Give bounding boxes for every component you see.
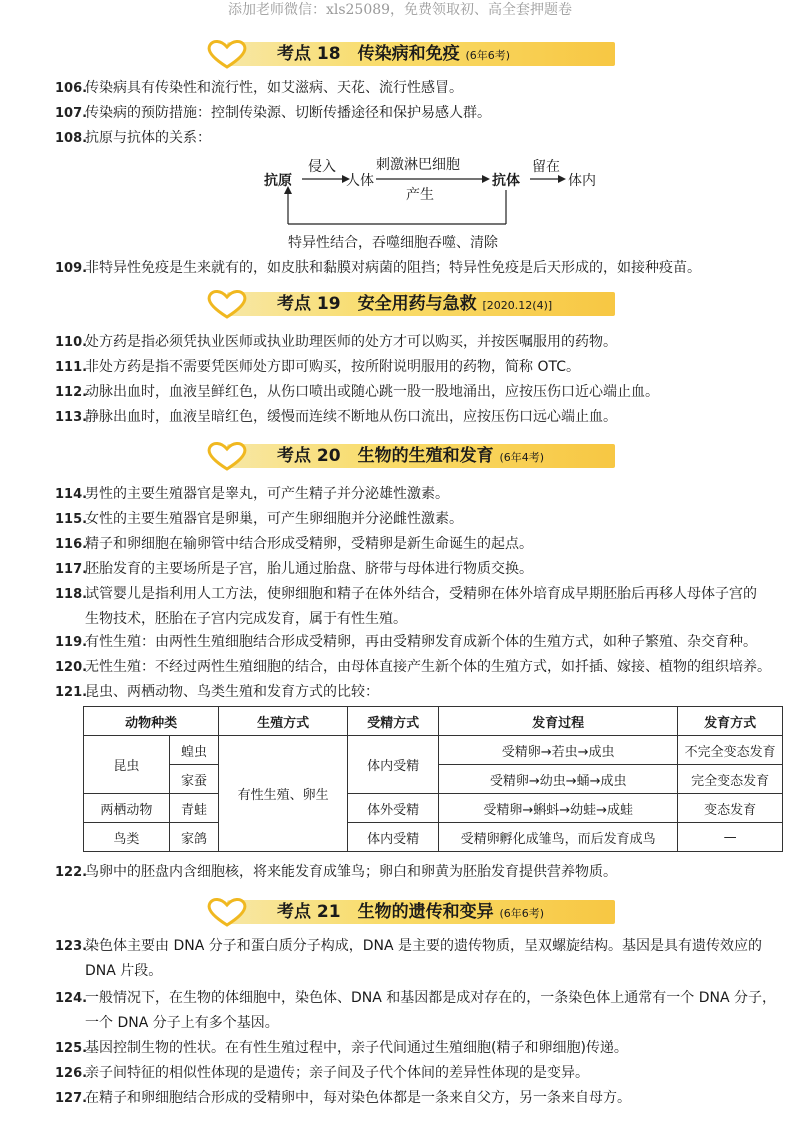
list-item: 119.有性生殖：由两性生殖细胞结合形成受精卵，再由受精卵发育成新个体的生殖方式，如种子繁殖、杂交育种。: [55, 634, 757, 650]
list-item: 118.试管婴儿是指利用人工方法，使卵细胞和精子在体外结合，受精卵在体外培育成早期胚胎后再移人母体子宫的 生物技术，胚胎在子宫内完成发育，属于有性生殖。: [55, 586, 757, 627]
list-item: 117.胚胎发育的主要场所是子宫，胎儿通过胎盘、脐带与母体进行物质交换。: [55, 561, 533, 577]
table-header: 发育方式: [678, 707, 783, 736]
list-item: 113.静脉出血时，血液呈暗红色，缓慢而连续不断地从伤口流出，应按压伤口远心端止血。: [55, 409, 617, 425]
table-row: [84, 823, 783, 852]
stimulate-label: 刺激淋巴细胞: [376, 157, 460, 173]
table-cell: 受精卵→若虫→成虫: [439, 736, 678, 765]
antibody-label: 抗体: [492, 173, 520, 189]
table-cell: 两栖动物: [84, 794, 170, 823]
table-cell: 不完全变态发育: [678, 736, 783, 765]
list-item: 114.男性的主要生殖器官是睾丸，可产生精子并分泌雄性激素。: [55, 486, 449, 502]
list-item: 110.处方药是指必须凭执业医师或执业助理医师的处方才可以购买，并按医嘱服用的药物。: [55, 334, 617, 350]
list-item: 106.传染病具有传染性和流行性，如艾滋病、天花、流行性感冒。: [55, 80, 463, 96]
list-item: 120.无性生殖：不经过两性生殖细胞的结合，由母体直接产生新个体的生殖方式，如扦插、嫁接、植物的组织培养。: [55, 659, 771, 675]
table-header: 动物种类: [84, 707, 219, 736]
table-cell: 体外受精: [348, 794, 439, 823]
table-cell: 昆虫: [84, 736, 170, 794]
table-row: [84, 794, 783, 823]
body-label: 人体: [346, 173, 374, 189]
table-cell: 受精卵→幼虫→蛹→成虫: [439, 765, 678, 794]
antigen-antibody-diagram: [250, 146, 610, 258]
remain-label: 留在: [532, 159, 560, 175]
table-cell: 鸟类: [84, 823, 170, 852]
section-title: 考点 21 生物的遗传和变异 (6年6考): [277, 902, 545, 922]
table-cell: 家蚕: [169, 765, 218, 794]
watermark: 添加老师微信：xls25089，免费领取初、高全套押题卷: [227, 2, 573, 18]
section-title: 考点 18 传染病和免疫 (6年6考): [277, 44, 511, 64]
table-cell: 体内受精: [348, 823, 439, 852]
section-banner-20: [205, 440, 615, 470]
produce-label: 产生: [406, 187, 434, 203]
list-item: 108.抗原与抗体的关系：: [55, 130, 211, 146]
list-item: 109.非特异性免疫是生来就有的，如皮肤和黏膜对病菌的阻挡；特异性免疫是后天形成的，如接种疫苗。: [55, 260, 701, 276]
heart-icon: [205, 440, 249, 472]
table-row: [84, 736, 783, 765]
list-item: 115.女性的主要生殖器官是卵巢，可产生卵细胞并分泌雌性激素。: [55, 511, 463, 527]
heart-icon: [205, 896, 249, 928]
table-header: 发育过程: [439, 707, 678, 736]
section-banner-18: [205, 38, 615, 68]
list-item: 111.非处方药是指不需要凭医师处方即可购买，按所附说明服用的药物，简称 OTC。: [55, 359, 580, 375]
table-cell: 家鸽: [169, 823, 218, 852]
table-cell: 变态发育: [678, 794, 783, 823]
table-header-row: [84, 707, 783, 736]
list-item: 107.传染病的预防措施：控制传染源、切断传播途径和保护易感人群。: [55, 105, 491, 121]
list-item: 124.一般情况下，在生物的体细胞中，染色体、DNA 和基因都是成对存在的，一条染色体上通常有一个 DNA 分子， 一个 DNA 分子上有多个基因。: [55, 990, 777, 1031]
diagram-caption: 特异性结合，吞噬细胞吞噬、清除: [288, 235, 498, 251]
invade-label: 侵入: [308, 159, 336, 175]
table-cell: 青蛙: [169, 794, 218, 823]
list-item: 126.亲子间特征的相似性体现的是遗传；亲子间及子代个体间的差异性体现的是变异。: [55, 1065, 589, 1081]
table-cell: —: [678, 823, 783, 852]
table-cell: 完全变态发育: [678, 765, 783, 794]
section-banner-21: [205, 896, 615, 926]
list-item: 123.染色体主要由 DNA 分子和蛋白质分子构成，DNA 是主要的遗传物质，呈双螺旋结构。基因是具有遗传效应的 DNA 片段。: [55, 938, 763, 979]
heart-icon: [205, 38, 249, 70]
list-item: 127.在精子和卵细胞结合形成的受精卵中，每对染色体都是一条来自父方，另一条来自母方。: [55, 1090, 631, 1106]
section-title: 考点 20 生物的生殖和发育 (6年4考): [277, 446, 545, 466]
list-item: 125.基因控制生物的性状。在有性生殖过程中，亲子代间通过生殖细胞(精子和卵细胞)传递。: [55, 1040, 628, 1056]
table-header: 生殖方式: [219, 707, 348, 736]
list-item: 112.动脉出血时，血液呈鲜红色，从伤口喷出或随心跳一股一股地涌出，应按压伤口近心端止血。: [55, 384, 659, 400]
table-cell: 受精卵孵化成雏鸟，而后发育成鸟: [439, 823, 678, 852]
table-cell: 受精卵→蝌蚪→幼蛙→成蛙: [439, 794, 678, 823]
comparison-table: [83, 706, 783, 852]
list-item: 121.昆虫、两栖动物、鸟类生殖和发育方式的比较：: [55, 684, 379, 700]
table-cell: 有性生殖、卵生: [219, 736, 348, 852]
heart-icon: [205, 288, 249, 320]
section-banner-19: [205, 288, 615, 318]
table-cell: 蝗虫: [169, 736, 218, 765]
list-item: 116.精子和卵细胞在输卵管中结合形成受精卵，受精卵是新生命诞生的起点。: [55, 536, 533, 552]
antigen-label: 抗原: [264, 173, 292, 189]
list-item: 122.鸟卵中的胚盘内含细胞核，将来能发育成雏鸟；卵白和卵黄为胚胎发育提供营养物质。: [55, 864, 617, 880]
table-header: 受精方式: [348, 707, 439, 736]
table-cell: 体内受精: [348, 736, 439, 794]
section-title: 考点 19 安全用药与急救 [2020.12(4)]: [277, 294, 553, 314]
inbody-label: 体内: [568, 173, 596, 189]
